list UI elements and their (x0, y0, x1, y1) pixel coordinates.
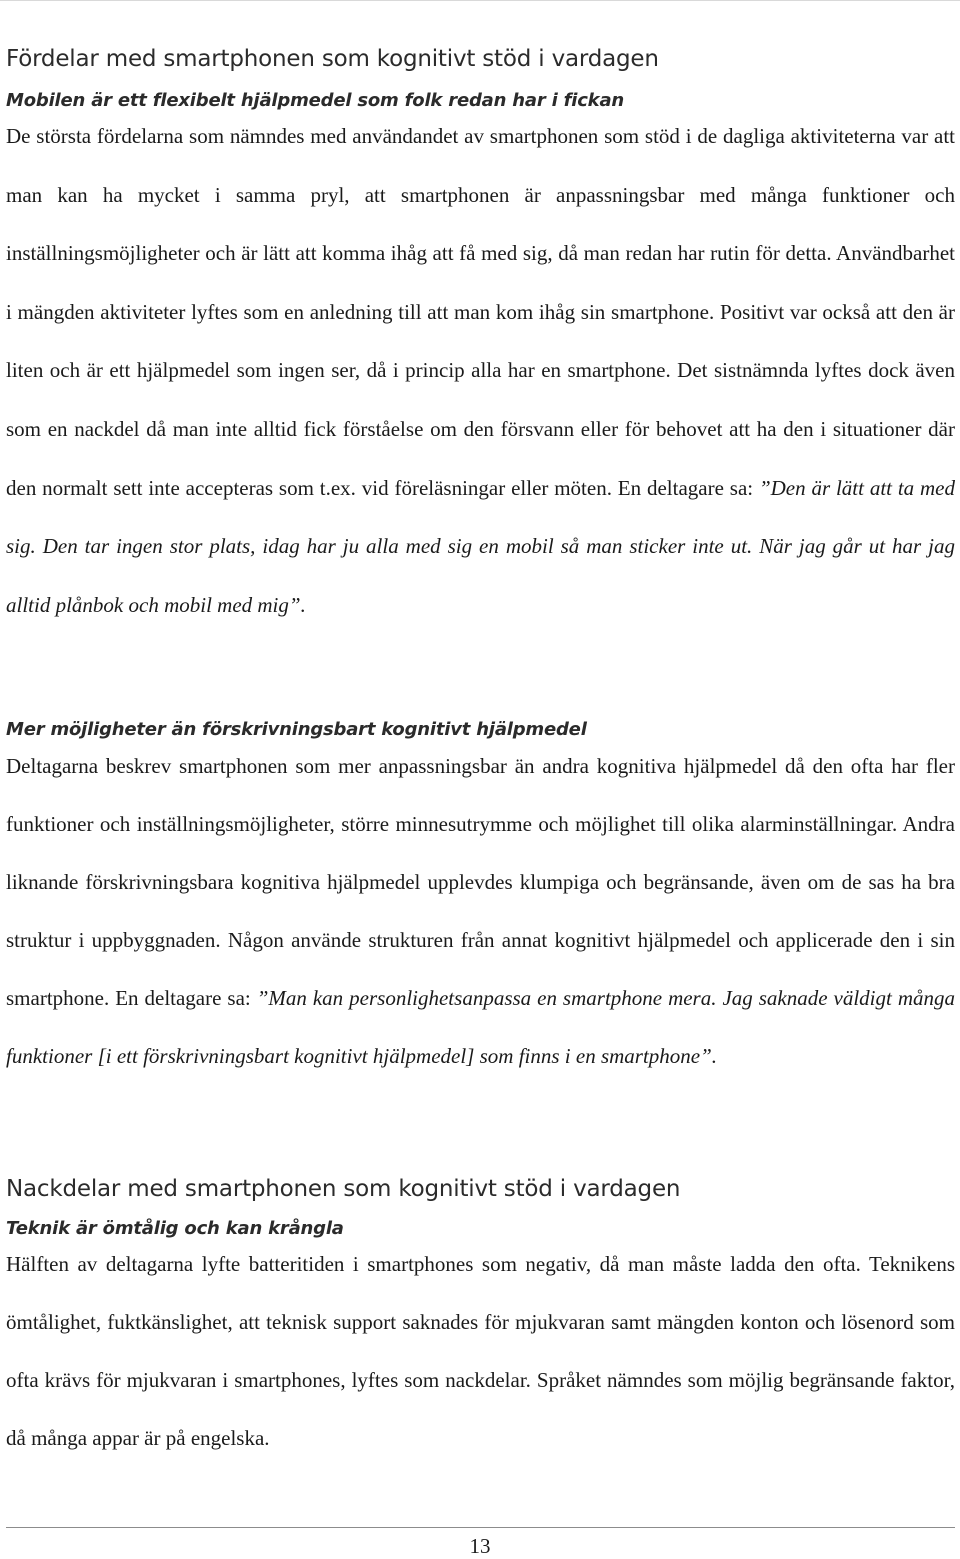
subheading-more-possibilities: Mer möjligheter än förskrivningsbart kognitivt hjälpmedel (6, 719, 587, 740)
section-heading-advantages: Fördelar med smartphonen som kognitivt stöd i vardagen (6, 46, 659, 72)
paragraph-more-possibilities-text: Deltagarna beskrev smartphonen som mer anpassningsbar än andra kognitiva hjälpmedel då den ofta har fler funktioner och inställningsmöjligheter, större minnesutrymme och möjlighet till olika alarminställningar. Andra liknande förskrivningsbara kognitiva hjälpmedel upplevdes klumpiga och begränsande, även om de sas ha bra struktur i uppbyggnaden. Någon använde strukturen från annat kognitivt hjälpmedel och applicerade den i sin smartphone. En deltagare sa: (6, 754, 955, 1010)
paragraph-more-possibilities (6, 737, 955, 1085)
participant-quote-2: ”Man kan personlighetsanpassa en smartphone mera. Jag saknade väldigt många funktioner [i ett förskrivningsbart kognitivt hjälpmedel] som finns i en smartphone”. (6, 986, 955, 1068)
paragraph-advantages (6, 107, 955, 634)
footer-divider (6, 1527, 955, 1528)
participant-quote-1: ”Den är lätt att ta med sig. Den tar ingen stor plats, idag har ju alla med sig en mobil så man sticker inte ut. När jag går ut har jag alltid plånbok och mobil med mig”. (6, 475, 955, 617)
page-number: 13 (469, 1534, 491, 1558)
section-heading-disadvantages: Nackdelar med smartphonen som kognitivt stöd i vardagen (6, 1176, 681, 1202)
paragraph-disadvantages: Hälften av deltagarna lyfte batteritiden i smartphones som negativ, då man måste ladda den ofta. Teknikens ömtålighet, fuktkänslighet, att teknisk support saknades för mjukvaran samt mängden konton och lösenord som ofta krävs för mjukvaran i smartphones, lyftes som nackdelar. Språket nämndes som möjlig begränsande faktor, då många appar är på engelska. (6, 1252, 955, 1450)
subheading-fragile-technology: Teknik är ömtålig och kan krångla (6, 1218, 344, 1239)
subheading-flexible-aid: Mobilen är ett flexibelt hjälpmedel som folk redan har i fickan (6, 90, 625, 111)
paragraph-advantages-text: De största fördelarna som nämndes med användandet av smartphonen som stöd i de dagliga aktiviteterna var att man kan ha mycket i samma pryl, att smartphonen är anpassningsbar med många funktioner och inställningsmöjligheter och är lätt att komma ihåg att få med sig, då man redan har rutin för detta. Användbarhet i mängden aktiviteter lyftes som en anledning till att man kom ihåg sin smartphone. Positivt var också att den är liten och är ett hjälpmedel som ingen ser, då i princip alla har en smartphone. Det sistnämnda lyftes dock även som en nackdel då man inte alltid fick förståelse om den försvann eller för behovet att ha den i situationer där den normalt sett inte accepteras som t.ex. vid föreläsningar eller möten. En deltagare sa: (6, 124, 955, 500)
top-border-line (0, 0, 960, 1)
